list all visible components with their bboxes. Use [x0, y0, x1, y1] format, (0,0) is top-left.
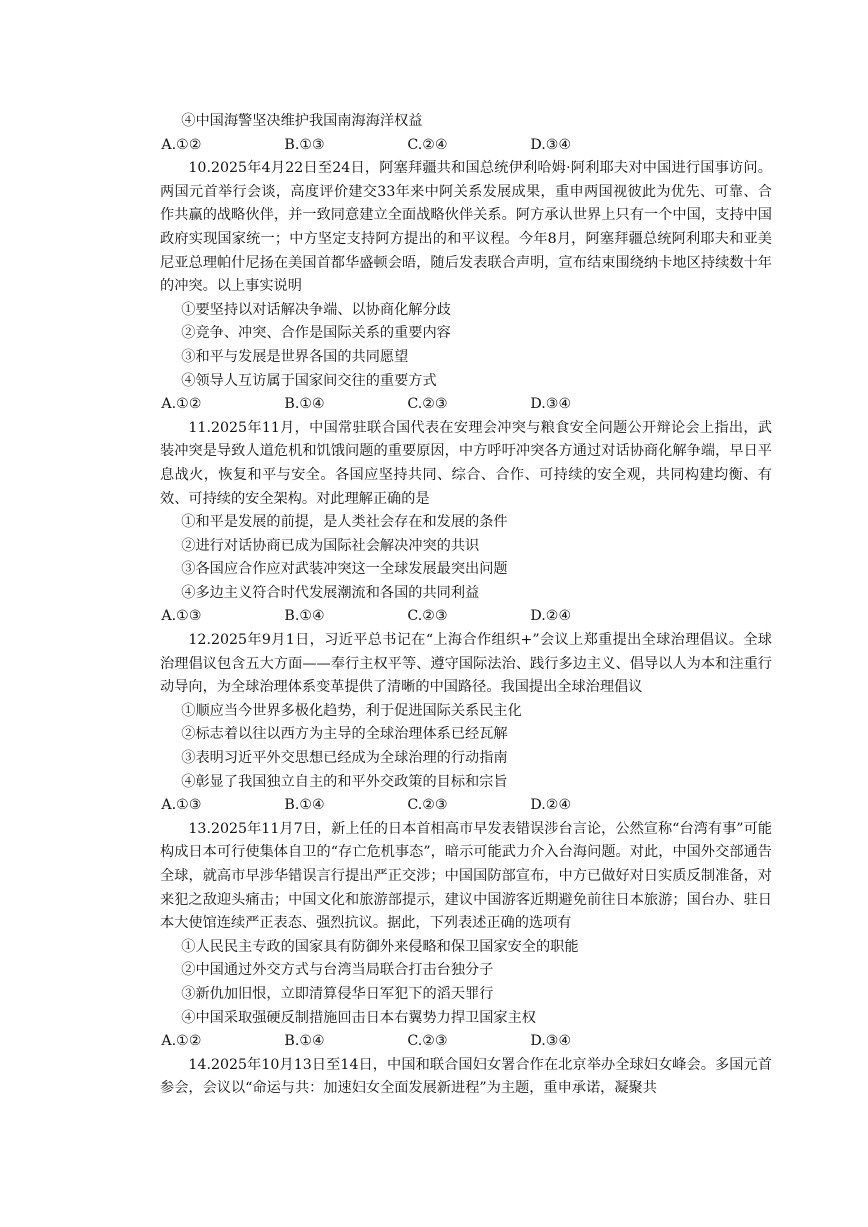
- answer-choice: C.②③: [407, 396, 448, 413]
- answer-choices: [160, 134, 772, 158]
- answer-choice: D.②④: [530, 797, 572, 814]
- question-stem: 13.2025年11月7日，新上任的日本首相高市早发表错误涉台言论，公然宣称“台湾有事”可能构成日本可行使集体自卫的“存亡危机事态”，暗示可能武力介入台海问题。对此，中国外交部通告全球，就高市早涉华错误言行提出严正交涉；中国国防部宣布，中方已做好对日实质反制准备，对来犯之敌迎头痛击；中国文化和旅游部提示，建议中国游客近期避免前往日本旅游；国台办、驻日本大使馆连续严正表态、强烈抗议。据此，下列表述正确的选项有: [160, 820, 772, 932]
- statement-option: ①人民民主专政的国家具有防御外来侵略和保卫国家安全的职能: [181, 938, 579, 955]
- answer-choice: C.②④: [407, 136, 448, 153]
- question-content: [160, 110, 772, 1101]
- answer-choice: A.①②: [161, 396, 202, 413]
- statement-option: ④领导人互访属于国家间交往的重要方式: [181, 372, 437, 389]
- statement-option: ①顺应当今世界多极化趋势，利于促进国际关系民主化: [181, 702, 522, 719]
- statement-option: ①和平是发展的前提，是人类社会存在和发展的条件: [181, 514, 508, 531]
- answer-choice: A.①③: [161, 797, 202, 814]
- answer-choice: D.②④: [530, 608, 572, 625]
- answer-choice: D.③④: [530, 396, 572, 413]
- answer-choices: [160, 393, 772, 417]
- statement-option: ②中国通过外交方式与台湾当局联合打击台独分子: [181, 962, 494, 979]
- answer-choice: B.①③: [284, 136, 325, 153]
- answer-choice: A.①③: [161, 608, 202, 625]
- answer-choice: D.③④: [530, 1033, 572, 1050]
- answer-choice: A.①②: [161, 136, 202, 153]
- answer-choice: B.①④: [284, 608, 325, 625]
- question-stem: 10.2025年4月22日至24日，阿塞拜疆共和国总统伊利哈姆·阿利耶夫对中国进行国事访问。两国元首举行会谈，高度评价建交33年来中阿关系发展成果，重申两国视彼此为优先、可靠、合作共赢的战略伙伴，并一致同意建立全面战略伙伴关系。阿方承认世界上只有一个中国，支持中国政府实现国家统一；中方坚定支持阿方提出的和平议程。今年8月，阿塞拜疆总统阿利耶夫和亚美尼亚总理帕什尼扬在美国首都华盛顿会晤，随后发表联合声明，宣布结束围绕纳卡地区持续数十年的冲突。以上事实说明: [160, 160, 772, 295]
- answer-choice: C.②③: [407, 1033, 448, 1050]
- statement-option: ①要坚持以对话解决争端、以协商化解分歧: [181, 301, 451, 318]
- answer-choices: [160, 794, 772, 818]
- question-stem: 11.2025年11月，中国常驻联合国代表在安理会冲突与粮食安全问题公开辩论会上指出，武装冲突是导致人道危机和饥饿问题的重要原因，中方呼吁冲突各方通过对话协商化解争端，早日平息战火，恢复和平与安全。各国应坚持共同、综合、合作、可持续的安全观，共同构建均衡、有效、可持续的安全架构。对此理解正确的是: [160, 419, 772, 507]
- answer-choice: B.①④: [284, 396, 325, 413]
- answer-choice: B.①④: [284, 797, 325, 814]
- answer-choice: C.②③: [407, 797, 448, 814]
- answer-choices: [160, 605, 772, 629]
- answer-choice: D.③④: [530, 136, 572, 153]
- answer-choices: [160, 1030, 772, 1054]
- statement-option: ②标志着以往以西方为主导的全球治理体系已经瓦解: [181, 726, 508, 743]
- answer-choice: C.②③: [407, 608, 448, 625]
- statement-option: ④中国海警坚决维护我国南海海洋权益: [181, 113, 423, 129]
- statement-option: ④多边主义符合时代发展潮流和各国的共同利益: [181, 584, 480, 601]
- statement-option: ④彰显了我国独立自主的和平外交政策的目标和宗旨: [181, 773, 508, 790]
- statement-option: ③新仇加旧恨，立即清算侵华日军犯下的滔天罪行: [181, 985, 494, 1002]
- answer-choice: A.①②: [161, 1033, 202, 1050]
- statement-option: ③各国应合作应对武装冲突这一全球发展最突出问题: [181, 561, 508, 578]
- question-stem: 14.2025年10月13日至14日，中国和联合国妇女署合作在北京举办全球妇女峰会。多国元首参会，会议以“命运与共：加速妇女全面发展新进程”为主题，重申承诺，凝聚共: [160, 1056, 772, 1097]
- statement-option: ③表明习近平外交思想已经成为全球治理的行动指南: [181, 750, 508, 767]
- statement-option: ②竞争、冲突、合作是国际关系的重要内容: [181, 325, 451, 342]
- statement-option: ④中国采取强硬反制措施回击日本右翼势力捍卫国家主权: [181, 1009, 536, 1026]
- question-stem: 12.2025年9月1日，习近平总书记在“上海合作组织+”会议上郑重提出全球治理倡议。全球治理倡议包含五大方面——奉行主权平等、遵守国际法治、践行多边主义、倡导以人为本和注重行动导向，为全球治理体系变革提供了清晰的中国路径。我国提出全球治理倡议: [160, 632, 772, 696]
- answer-choice: B.①④: [284, 1033, 325, 1050]
- statement-option: ③和平与发展是世界各国的共同愿望: [181, 348, 409, 365]
- statement-option: ②进行对话协商已成为国际社会解决冲突的共识: [181, 537, 480, 554]
